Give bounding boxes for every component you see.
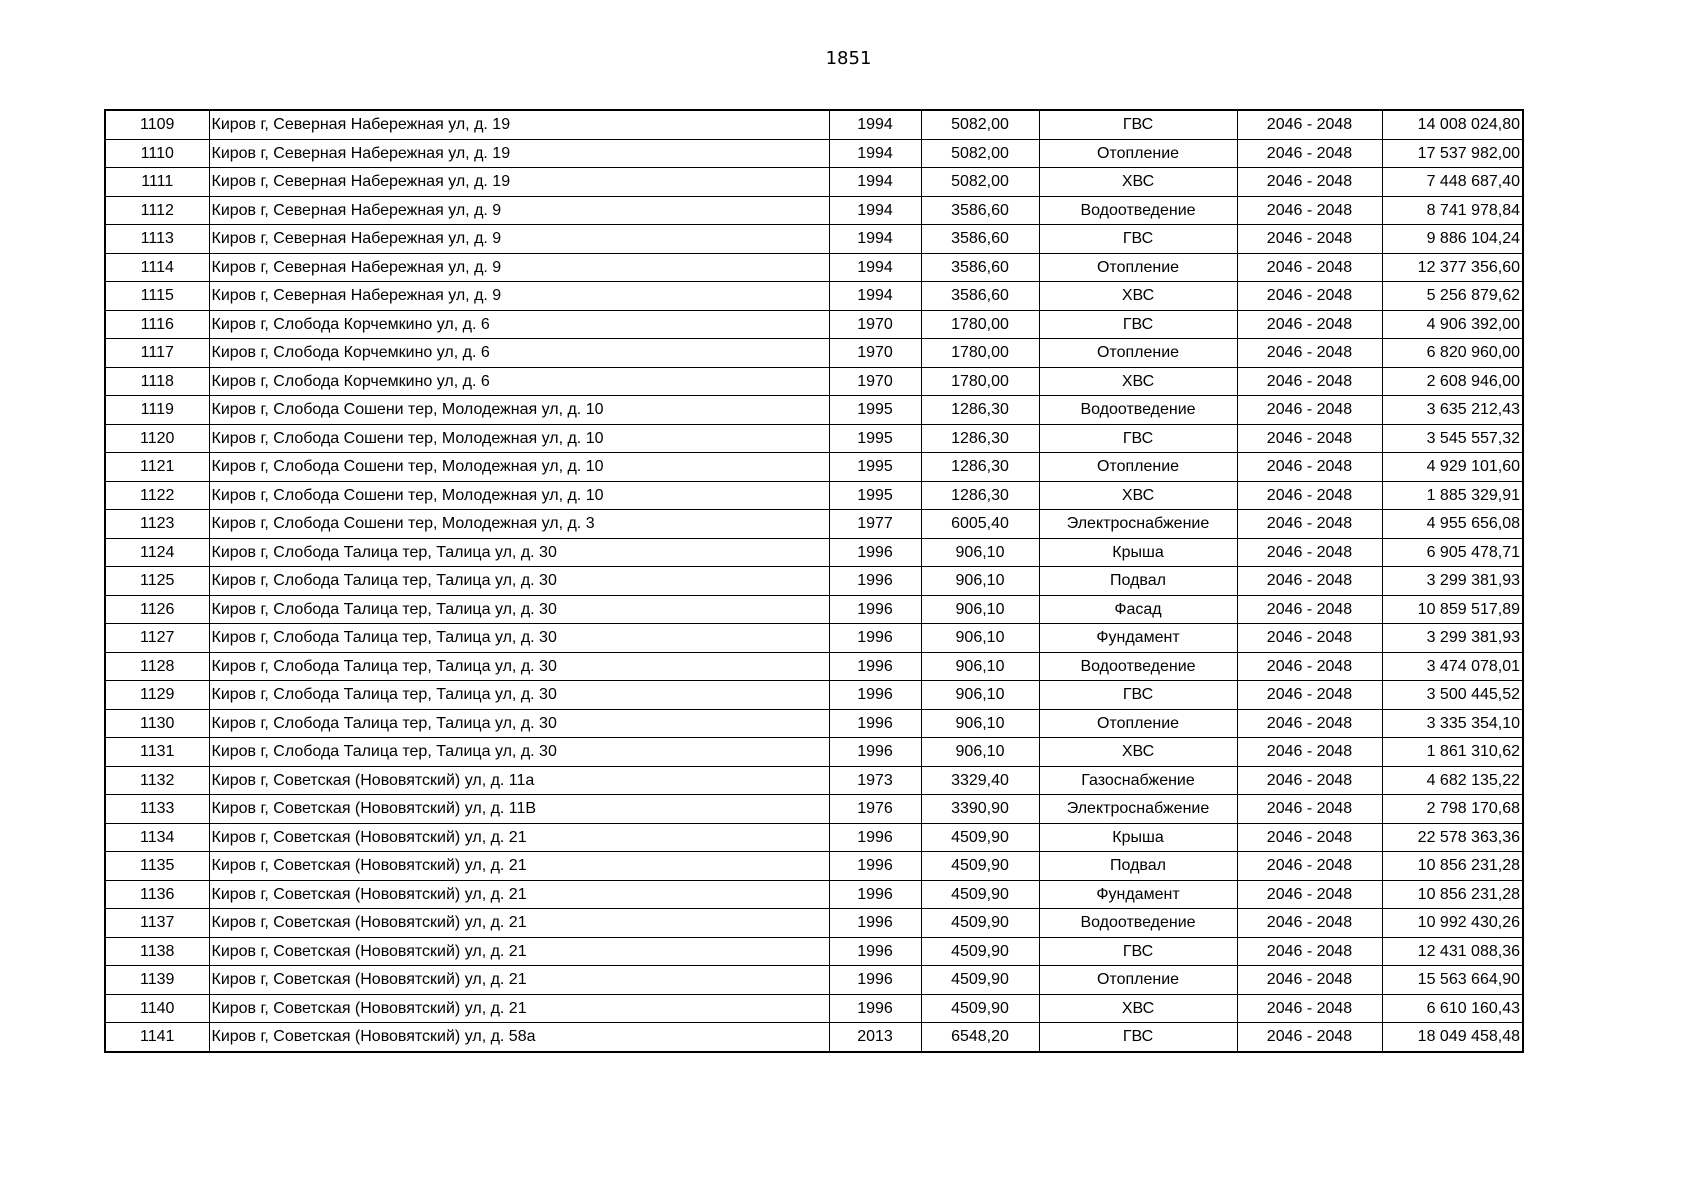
work-type-cell: ХВС (1039, 738, 1237, 767)
build-year-cell: 1996 (829, 595, 921, 624)
table-row (105, 139, 1523, 168)
period-cell: 2046 - 2048 (1237, 110, 1382, 139)
row-number-cell: 1116 (105, 310, 209, 339)
area-cell: 1780,00 (921, 339, 1039, 368)
table-row (105, 595, 1523, 624)
build-year-cell: 1995 (829, 424, 921, 453)
period-cell: 2046 - 2048 (1237, 852, 1382, 881)
table-row (105, 253, 1523, 282)
cost-cell: 1 861 310,62 (1382, 738, 1523, 767)
cost-cell: 10 859 517,89 (1382, 595, 1523, 624)
period-cell: 2046 - 2048 (1237, 367, 1382, 396)
row-number-cell: 1129 (105, 681, 209, 710)
table-row (105, 396, 1523, 425)
row-number-cell: 1120 (105, 424, 209, 453)
work-type-cell: Отопление (1039, 139, 1237, 168)
cost-cell: 3 299 381,93 (1382, 624, 1523, 653)
area-cell: 906,10 (921, 538, 1039, 567)
row-number-cell: 1137 (105, 909, 209, 938)
row-number-cell: 1141 (105, 1023, 209, 1052)
build-year-cell: 1994 (829, 168, 921, 197)
period-cell: 2046 - 2048 (1237, 168, 1382, 197)
cost-cell: 17 537 982,00 (1382, 139, 1523, 168)
period-cell: 2046 - 2048 (1237, 909, 1382, 938)
period-cell: 2046 - 2048 (1237, 481, 1382, 510)
address-cell: Киров г, Слобода Талица тер, Талица ул, д. 30 (209, 652, 829, 681)
build-year-cell: 1996 (829, 966, 921, 995)
cost-cell: 3 299 381,93 (1382, 567, 1523, 596)
address-cell: Киров г, Слобода Талица тер, Талица ул, д. 30 (209, 681, 829, 710)
row-number-cell: 1135 (105, 852, 209, 881)
build-year-cell: 1996 (829, 909, 921, 938)
cost-cell: 10 856 231,28 (1382, 852, 1523, 881)
cost-cell: 8 741 978,84 (1382, 196, 1523, 225)
row-number-cell: 1122 (105, 481, 209, 510)
build-year-cell: 1994 (829, 110, 921, 139)
address-cell: Киров г, Слобода Сошени тер, Молодежная ул, д. 10 (209, 453, 829, 482)
period-cell: 2046 - 2048 (1237, 339, 1382, 368)
area-cell: 5082,00 (921, 168, 1039, 197)
period-cell: 2046 - 2048 (1237, 310, 1382, 339)
address-cell: Киров г, Советская (Нововятский) ул, д. 11а (209, 766, 829, 795)
row-number-cell: 1110 (105, 139, 209, 168)
row-number-cell: 1119 (105, 396, 209, 425)
cost-cell: 4 682 135,22 (1382, 766, 1523, 795)
address-cell: Киров г, Советская (Нововятский) ул, д. 21 (209, 937, 829, 966)
row-number-cell: 1121 (105, 453, 209, 482)
address-cell: Киров г, Северная Набережная ул, д. 9 (209, 282, 829, 311)
table-row (105, 510, 1523, 539)
row-number-cell: 1128 (105, 652, 209, 681)
work-type-cell: ХВС (1039, 367, 1237, 396)
table-row (105, 652, 1523, 681)
table-row (105, 339, 1523, 368)
period-cell: 2046 - 2048 (1237, 1023, 1382, 1052)
address-cell: Киров г, Советская (Нововятский) ул, д. 21 (209, 852, 829, 881)
build-year-cell: 2013 (829, 1023, 921, 1052)
work-type-cell: Подвал (1039, 852, 1237, 881)
period-cell: 2046 - 2048 (1237, 709, 1382, 738)
table-row (105, 367, 1523, 396)
work-type-cell: Отопление (1039, 453, 1237, 482)
address-cell: Киров г, Советская (Нововятский) ул, д. 21 (209, 966, 829, 995)
work-type-cell: ГВС (1039, 681, 1237, 710)
address-cell: Киров г, Слобода Талица тер, Талица ул, д. 30 (209, 738, 829, 767)
area-cell: 4509,90 (921, 823, 1039, 852)
address-cell: Киров г, Советская (Нововятский) ул, д. 58а (209, 1023, 829, 1052)
work-type-cell: Водоотведение (1039, 652, 1237, 681)
table-row (105, 709, 1523, 738)
table-row (105, 823, 1523, 852)
area-cell: 1780,00 (921, 367, 1039, 396)
period-cell: 2046 - 2048 (1237, 681, 1382, 710)
table-row (105, 795, 1523, 824)
work-type-cell: Водоотведение (1039, 396, 1237, 425)
area-cell: 3586,60 (921, 282, 1039, 311)
address-cell: Киров г, Северная Набережная ул, д. 9 (209, 196, 829, 225)
page-number: 1851 (825, 48, 872, 69)
area-cell: 6005,40 (921, 510, 1039, 539)
build-year-cell: 1996 (829, 738, 921, 767)
area-cell: 1780,00 (921, 310, 1039, 339)
row-number-cell: 1136 (105, 880, 209, 909)
period-cell: 2046 - 2048 (1237, 795, 1382, 824)
cost-cell: 4 955 656,08 (1382, 510, 1523, 539)
cost-cell: 14 008 024,80 (1382, 110, 1523, 139)
table-row (105, 1023, 1523, 1052)
table-row (105, 225, 1523, 254)
address-cell: Киров г, Советская (Нововятский) ул, д. 11В (209, 795, 829, 824)
cost-cell: 12 377 356,60 (1382, 253, 1523, 282)
table-row (105, 453, 1523, 482)
period-cell: 2046 - 2048 (1237, 595, 1382, 624)
work-type-cell: Фундамент (1039, 880, 1237, 909)
table-row (105, 937, 1523, 966)
period-cell: 2046 - 2048 (1237, 139, 1382, 168)
table-row (105, 994, 1523, 1023)
address-cell: Киров г, Слобода Талица тер, Талица ул, д. 30 (209, 567, 829, 596)
work-type-cell: Отопление (1039, 709, 1237, 738)
cost-cell: 12 431 088,36 (1382, 937, 1523, 966)
table-row (105, 282, 1523, 311)
period-cell: 2046 - 2048 (1237, 937, 1382, 966)
address-cell: Киров г, Советская (Нововятский) ул, д. 21 (209, 880, 829, 909)
address-cell: Киров г, Слобода Талица тер, Талица ул, д. 30 (209, 595, 829, 624)
address-cell: Киров г, Слобода Сошени тер, Молодежная ул, д. 10 (209, 424, 829, 453)
build-year-cell: 1994 (829, 225, 921, 254)
table-row (105, 538, 1523, 567)
build-year-cell: 1996 (829, 852, 921, 881)
period-cell: 2046 - 2048 (1237, 738, 1382, 767)
row-number-cell: 1117 (105, 339, 209, 368)
area-cell: 906,10 (921, 681, 1039, 710)
row-number-cell: 1130 (105, 709, 209, 738)
work-type-cell: Водоотведение (1039, 196, 1237, 225)
table-row (105, 424, 1523, 453)
period-cell: 2046 - 2048 (1237, 253, 1382, 282)
row-number-cell: 1126 (105, 595, 209, 624)
address-cell: Киров г, Слобода Талица тер, Талица ул, д. 30 (209, 538, 829, 567)
table-row (105, 310, 1523, 339)
address-cell: Киров г, Слобода Сошени тер, Молодежная ул, д. 3 (209, 510, 829, 539)
period-cell: 2046 - 2048 (1237, 823, 1382, 852)
area-cell: 3586,60 (921, 196, 1039, 225)
work-type-cell: ГВС (1039, 225, 1237, 254)
cost-cell: 2 608 946,00 (1382, 367, 1523, 396)
row-number-cell: 1134 (105, 823, 209, 852)
build-year-cell: 1996 (829, 880, 921, 909)
work-type-cell: ГВС (1039, 424, 1237, 453)
cost-cell: 7 448 687,40 (1382, 168, 1523, 197)
cost-cell: 3 474 078,01 (1382, 652, 1523, 681)
build-year-cell: 1970 (829, 339, 921, 368)
cost-cell: 4 929 101,60 (1382, 453, 1523, 482)
work-type-cell: Фундамент (1039, 624, 1237, 653)
table-row (105, 766, 1523, 795)
area-cell: 906,10 (921, 709, 1039, 738)
cost-cell: 6 610 160,43 (1382, 994, 1523, 1023)
build-year-cell: 1996 (829, 624, 921, 653)
area-cell: 4509,90 (921, 994, 1039, 1023)
row-number-cell: 1109 (105, 110, 209, 139)
work-type-cell: Отопление (1039, 253, 1237, 282)
area-cell: 1286,30 (921, 453, 1039, 482)
area-cell: 906,10 (921, 624, 1039, 653)
table-row (105, 681, 1523, 710)
cost-cell: 3 335 354,10 (1382, 709, 1523, 738)
table-row (105, 738, 1523, 767)
address-cell: Киров г, Северная Набережная ул, д. 9 (209, 253, 829, 282)
row-number-cell: 1111 (105, 168, 209, 197)
row-number-cell: 1140 (105, 994, 209, 1023)
build-year-cell: 1995 (829, 481, 921, 510)
address-cell: Киров г, Северная Набережная ул, д. 19 (209, 139, 829, 168)
row-number-cell: 1127 (105, 624, 209, 653)
work-type-cell: Электроснабжение (1039, 795, 1237, 824)
address-cell: Киров г, Слобода Корчемкино ул, д. 6 (209, 339, 829, 368)
cost-cell: 10 992 430,26 (1382, 909, 1523, 938)
area-cell: 5082,00 (921, 139, 1039, 168)
build-year-cell: 1994 (829, 139, 921, 168)
work-type-cell: Подвал (1039, 567, 1237, 596)
cost-cell: 6 905 478,71 (1382, 538, 1523, 567)
table-row (105, 567, 1523, 596)
period-cell: 2046 - 2048 (1237, 424, 1382, 453)
table-row (105, 110, 1523, 139)
build-year-cell: 1996 (829, 994, 921, 1023)
period-cell: 2046 - 2048 (1237, 196, 1382, 225)
cost-cell: 10 856 231,28 (1382, 880, 1523, 909)
build-year-cell: 1996 (829, 937, 921, 966)
row-number-cell: 1113 (105, 225, 209, 254)
build-year-cell: 1970 (829, 367, 921, 396)
build-year-cell: 1996 (829, 823, 921, 852)
build-year-cell: 1994 (829, 282, 921, 311)
row-number-cell: 1123 (105, 510, 209, 539)
area-cell: 906,10 (921, 652, 1039, 681)
build-year-cell: 1994 (829, 253, 921, 282)
address-cell: Киров г, Советская (Нововятский) ул, д. 21 (209, 994, 829, 1023)
build-year-cell: 1976 (829, 795, 921, 824)
area-cell: 906,10 (921, 595, 1039, 624)
table-body (105, 110, 1523, 1052)
area-cell: 4509,90 (921, 937, 1039, 966)
build-year-cell: 1977 (829, 510, 921, 539)
address-cell: Киров г, Слобода Сошени тер, Молодежная ул, д. 10 (209, 396, 829, 425)
area-cell: 1286,30 (921, 396, 1039, 425)
period-cell: 2046 - 2048 (1237, 624, 1382, 653)
area-cell: 1286,30 (921, 424, 1039, 453)
row-number-cell: 1118 (105, 367, 209, 396)
work-type-cell: ГВС (1039, 1023, 1237, 1052)
build-year-cell: 1996 (829, 709, 921, 738)
area-cell: 5082,00 (921, 110, 1039, 139)
period-cell: 2046 - 2048 (1237, 880, 1382, 909)
build-year-cell: 1996 (829, 681, 921, 710)
area-cell: 3586,60 (921, 225, 1039, 254)
build-year-cell: 1973 (829, 766, 921, 795)
row-number-cell: 1114 (105, 253, 209, 282)
row-number-cell: 1133 (105, 795, 209, 824)
work-type-cell: ХВС (1039, 994, 1237, 1023)
address-cell: Киров г, Советская (Нововятский) ул, д. 21 (209, 823, 829, 852)
address-cell: Киров г, Слобода Корчемкино ул, д. 6 (209, 367, 829, 396)
work-type-cell: Газоснабжение (1039, 766, 1237, 795)
build-year-cell: 1996 (829, 538, 921, 567)
build-year-cell: 1995 (829, 396, 921, 425)
area-cell: 906,10 (921, 738, 1039, 767)
period-cell: 2046 - 2048 (1237, 510, 1382, 539)
cost-cell: 3 545 557,32 (1382, 424, 1523, 453)
area-cell: 4509,90 (921, 852, 1039, 881)
work-type-cell: Отопление (1039, 339, 1237, 368)
table-row (105, 909, 1523, 938)
period-cell: 2046 - 2048 (1237, 567, 1382, 596)
work-type-cell: ГВС (1039, 937, 1237, 966)
address-cell: Киров г, Северная Набережная ул, д. 19 (209, 168, 829, 197)
table-row (105, 966, 1523, 995)
period-cell: 2046 - 2048 (1237, 396, 1382, 425)
cost-cell: 3 635 212,43 (1382, 396, 1523, 425)
row-number-cell: 1132 (105, 766, 209, 795)
row-number-cell: 1115 (105, 282, 209, 311)
period-cell: 2046 - 2048 (1237, 453, 1382, 482)
area-cell: 4509,90 (921, 966, 1039, 995)
table-row (105, 168, 1523, 197)
work-type-cell: Крыша (1039, 538, 1237, 567)
work-type-cell: ХВС (1039, 168, 1237, 197)
row-number-cell: 1131 (105, 738, 209, 767)
period-cell: 2046 - 2048 (1237, 282, 1382, 311)
row-number-cell: 1125 (105, 567, 209, 596)
period-cell: 2046 - 2048 (1237, 994, 1382, 1023)
row-number-cell: 1124 (105, 538, 209, 567)
area-cell: 3329,40 (921, 766, 1039, 795)
address-cell: Киров г, Советская (Нововятский) ул, д. 21 (209, 909, 829, 938)
work-type-cell: ГВС (1039, 110, 1237, 139)
row-number-cell: 1112 (105, 196, 209, 225)
cost-cell: 3 500 445,52 (1382, 681, 1523, 710)
area-cell: 3586,60 (921, 253, 1039, 282)
area-cell: 4509,90 (921, 880, 1039, 909)
work-type-cell: Отопление (1039, 966, 1237, 995)
repair-register-table (104, 109, 1524, 1053)
cost-cell: 4 906 392,00 (1382, 310, 1523, 339)
cost-cell: 6 820 960,00 (1382, 339, 1523, 368)
cost-cell: 18 049 458,48 (1382, 1023, 1523, 1052)
table-row (105, 624, 1523, 653)
work-type-cell: Водоотведение (1039, 909, 1237, 938)
area-cell: 4509,90 (921, 909, 1039, 938)
build-year-cell: 1995 (829, 453, 921, 482)
build-year-cell: 1970 (829, 310, 921, 339)
row-number-cell: 1138 (105, 937, 209, 966)
table-row (105, 196, 1523, 225)
work-type-cell: Электроснабжение (1039, 510, 1237, 539)
build-year-cell: 1996 (829, 567, 921, 596)
address-cell: Киров г, Слобода Талица тер, Талица ул, д. 30 (209, 624, 829, 653)
address-cell: Киров г, Слобода Корчемкино ул, д. 6 (209, 310, 829, 339)
cost-cell: 22 578 363,36 (1382, 823, 1523, 852)
area-cell: 906,10 (921, 567, 1039, 596)
build-year-cell: 1994 (829, 196, 921, 225)
period-cell: 2046 - 2048 (1237, 966, 1382, 995)
cost-cell: 15 563 664,90 (1382, 966, 1523, 995)
cost-cell: 5 256 879,62 (1382, 282, 1523, 311)
address-cell: Киров г, Северная Набережная ул, д. 19 (209, 110, 829, 139)
period-cell: 2046 - 2048 (1237, 538, 1382, 567)
row-number-cell: 1139 (105, 966, 209, 995)
work-type-cell: Крыша (1039, 823, 1237, 852)
table-row (105, 852, 1523, 881)
table-row (105, 880, 1523, 909)
address-cell: Киров г, Северная Набережная ул, д. 9 (209, 225, 829, 254)
build-year-cell: 1996 (829, 652, 921, 681)
work-type-cell: ХВС (1039, 282, 1237, 311)
area-cell: 1286,30 (921, 481, 1039, 510)
work-type-cell: Фасад (1039, 595, 1237, 624)
cost-cell: 2 798 170,68 (1382, 795, 1523, 824)
cost-cell: 1 885 329,91 (1382, 481, 1523, 510)
work-type-cell: ХВС (1039, 481, 1237, 510)
address-cell: Киров г, Слобода Сошени тер, Молодежная ул, д. 10 (209, 481, 829, 510)
area-cell: 6548,20 (921, 1023, 1039, 1052)
table-row (105, 481, 1523, 510)
work-type-cell: ГВС (1039, 310, 1237, 339)
period-cell: 2046 - 2048 (1237, 225, 1382, 254)
cost-cell: 9 886 104,24 (1382, 225, 1523, 254)
area-cell: 3390,90 (921, 795, 1039, 824)
period-cell: 2046 - 2048 (1237, 652, 1382, 681)
address-cell: Киров г, Слобода Талица тер, Талица ул, д. 30 (209, 709, 829, 738)
period-cell: 2046 - 2048 (1237, 766, 1382, 795)
